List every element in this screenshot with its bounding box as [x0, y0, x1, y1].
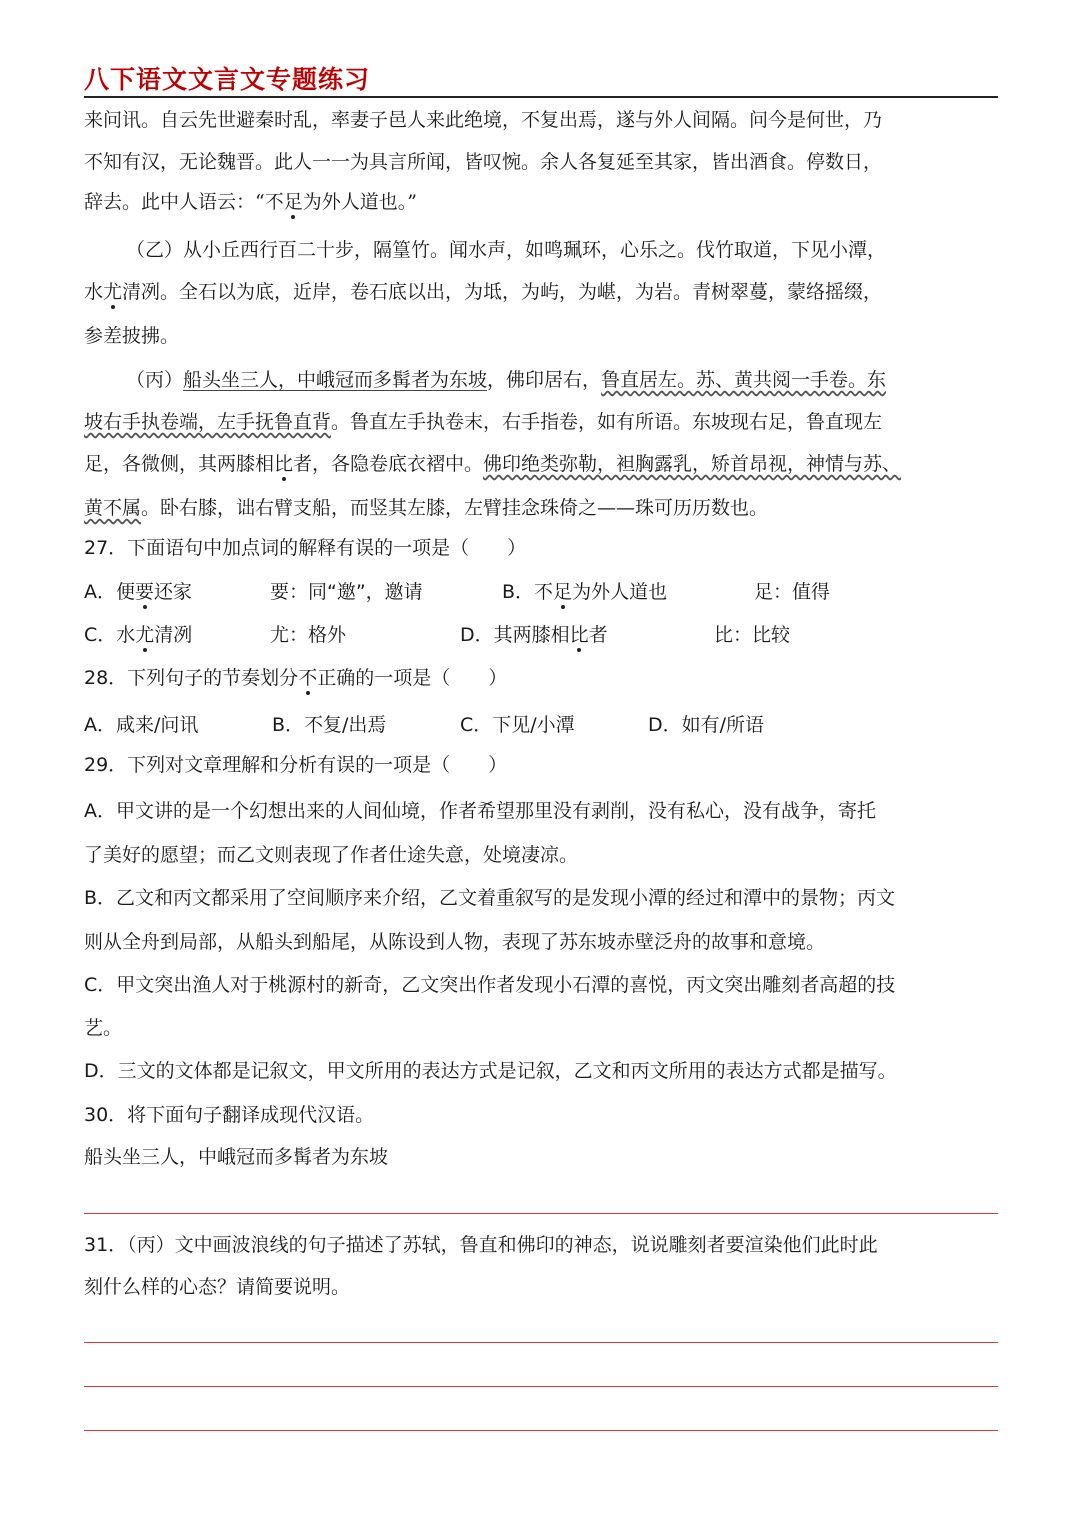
dotted-word: 不 — [298, 667, 318, 689]
answer-line[interactable] — [84, 1430, 998, 1431]
q29-option-b-line-2: 则从全舟到局部，从船头到船尾，从陈设到人物，表现了苏东坡赤壁泛舟的故事和意境。 — [84, 931, 826, 953]
q27-option-b — [502, 578, 667, 606]
question-28-stem — [84, 664, 998, 692]
dotted-word: 足 — [553, 581, 573, 603]
text-span: C．水 — [84, 624, 136, 646]
q27-option-a — [84, 578, 192, 606]
q27-option-b-explanation: 足：值得 — [754, 581, 831, 603]
text-span: 。卧右膝，诎右臂支船，而竖其左膝，左臂挂念珠倚之——珠可历历数也。 — [141, 497, 769, 519]
passage-bing-line-4 — [84, 494, 998, 522]
text-span: 还家 — [154, 581, 193, 603]
text-span: 辞去。此中人语云：“不 — [84, 191, 284, 213]
text-span: 者 — [588, 624, 608, 646]
q28-option-d: D．如有/所语 — [648, 714, 765, 736]
q27-option-c — [84, 621, 192, 649]
q30-sentence: 船头坐三人，中峨冠而多髯者为东坡 — [84, 1146, 389, 1168]
text-span: 。鲁直左手执卷末，右手指卷，如有所语。东坡现右足，鲁直现左 — [331, 411, 883, 433]
answer-line[interactable] — [84, 1213, 998, 1214]
text-span: 28．下列句子的节奏划分 — [84, 667, 299, 689]
answer-line[interactable] — [84, 1342, 998, 1343]
header-rule — [84, 96, 998, 98]
passage-jia-line-3 — [84, 188, 998, 216]
q29-option-c-line-2: 艺。 — [84, 1017, 123, 1039]
answer-line[interactable] — [84, 1386, 998, 1387]
text-span: A．便 — [84, 581, 135, 603]
dotted-word: 比 — [569, 624, 589, 646]
text-span: D．其两膝相 — [460, 624, 570, 646]
q29-option-a-line-1: A．甲文讲的是一个幻想出来的人间仙境，作者希望那里没有剥削，没有私心，没有战争，寄托 — [84, 800, 877, 822]
text-span: 清冽。全石以为底，近岸，卷石底以出，为坻，为屿，为嵁，为岩。青树翠蔓，蒙络摇缀， — [122, 281, 883, 303]
wavy-underlined-sentence: 黄不属 — [84, 497, 142, 519]
wavy-underlined-sentence: 佛印绝类弥勒，袒胸露乳，矫首昂视，神情与苏、 — [483, 453, 902, 475]
q29-option-a-line-2: 了美好的愿望；而乙文则表现了作者仕途失意，处境凄凉。 — [84, 844, 579, 866]
question-30-stem: 30．将下面句子翻译成现代汉语。 — [84, 1104, 375, 1126]
text-span: 为外人道也。” — [302, 191, 417, 213]
text-span: （丙） — [126, 369, 184, 391]
wavy-underlined-sentence: 鲁直居左。苏、黄共阅一手卷。东 — [601, 369, 887, 391]
passage-yi-line-3: 参差披拂。 — [84, 325, 180, 347]
text-span: 清冽 — [154, 624, 193, 646]
question-31-line-1: 31．（丙）文中画波浪线的句子描述了苏轼，鲁直和佛印的神态，说说雕刻者要渲染他们此时此 — [84, 1234, 878, 1256]
text-span: 足，各微侧，其两膝相 — [84, 453, 275, 475]
q27-option-d-explanation: 比：比较 — [714, 624, 791, 646]
dotted-word: 足 — [283, 191, 303, 213]
wavy-underlined-sentence: 坡右手执卷端，左手抚鲁直背 — [84, 411, 332, 433]
text-span: B．不 — [502, 581, 554, 603]
dotted-word: 比 — [274, 453, 294, 475]
dotted-word: 要 — [135, 581, 155, 603]
passage-bing-line-3 — [84, 450, 998, 478]
underlined-sentence: 船头坐三人，中峨冠而多髯者为东坡 — [183, 369, 488, 391]
passage-bing-line-1 — [126, 366, 998, 394]
passage-bing-line-2 — [84, 408, 998, 436]
q28-option-b: B．不复/出焉 — [272, 714, 387, 736]
text-span: 水 — [84, 281, 104, 303]
document-title: 八下语文文言文专题练习 — [84, 65, 371, 94]
dotted-word: 尤 — [103, 281, 123, 303]
question-31-line-2: 刻什么样的心态？请简要说明。 — [84, 1276, 351, 1298]
q27-option-d — [460, 621, 608, 649]
passage-yi-line-2 — [84, 278, 998, 306]
q27-option-a-explanation: 要：同“邀”，邀请 — [270, 581, 423, 603]
passage-jia-line-2: 不知有汉，无论魏晋。此人一一为具言所闻，皆叹惋。余人各复延至其家，皆出酒食。停数日， — [84, 151, 883, 173]
text-span: ，佛印居右， — [487, 369, 602, 391]
dotted-word: 尤 — [135, 624, 155, 646]
q29-option-b-line-1: B．乙文和丙文都采用了空间顺序来介绍，乙文着重叙写的是发现小潭的经过和潭中的景物；丙文 — [84, 887, 896, 909]
text-span: 正确的一项是（ ） — [317, 667, 508, 689]
text-span: 者，各隐卷底衣褶中。 — [293, 453, 484, 475]
question-29-stem: 29．下列对文章理解和分析有误的一项是（ ） — [84, 754, 508, 776]
q28-option-a: A．咸来/问讯 — [84, 714, 199, 736]
q29-option-d-line-1: D．三文的文体都是记叙文，甲文所用的表达方式是记叙，乙文和丙文所用的表达方式都是描写。 — [84, 1060, 897, 1082]
question-27-stem: 27．下面语句中加点词的解释有误的一项是（ ） — [84, 537, 527, 559]
text-span: 为外人道也 — [572, 581, 668, 603]
passage-jia-line-1: 来问讯。自云先世避秦时乱，率妻子邑人来此绝境，不复出焉，遂与外人间隔。问今是何世，乃 — [84, 109, 883, 131]
q29-option-c-line-1: C．甲文突出渔人对于桃源村的新奇，乙文突出作者发现小石潭的喜悦，丙文突出雕刻者高超的技 — [84, 974, 896, 996]
q28-option-c: C．下见/小潭 — [460, 714, 575, 736]
q27-option-c-explanation: 尤：格外 — [270, 624, 347, 646]
passage-yi-line-1: （乙）从小丘西行百二十步，隔篁竹。闻水声，如鸣珮环，心乐之。伐竹取道，下见小潭， — [126, 239, 887, 261]
